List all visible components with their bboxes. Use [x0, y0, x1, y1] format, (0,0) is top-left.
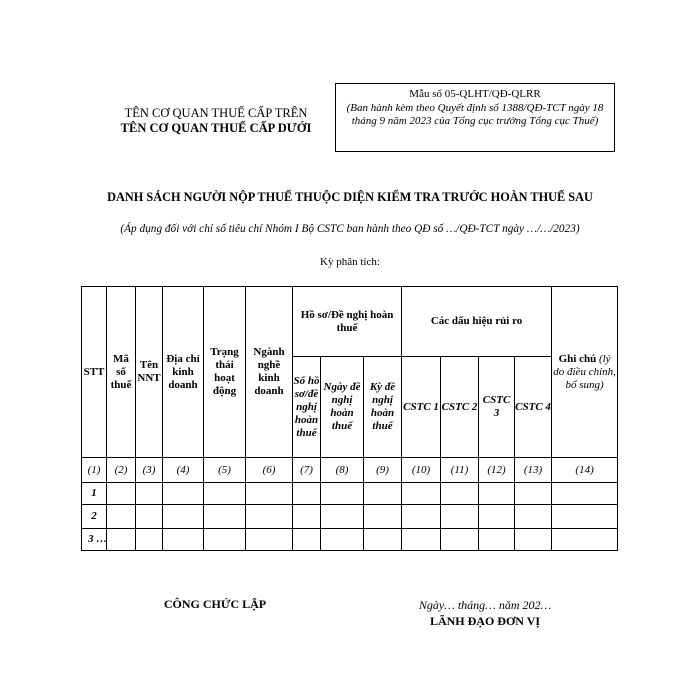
- signing-date-line: Ngày… tháng… năm 202…: [418, 598, 552, 612]
- table-cell: [321, 529, 364, 551]
- approval-block: [390, 597, 580, 629]
- header-row-1: [82, 287, 618, 357]
- form-issuance-note: (Ban hành kèm theo Quyết định số 1388/QĐ-TCT ngày 18 tháng 9 năm 2023 của Tổng cục trưởng Tổng cục Thuế): [346, 101, 604, 127]
- table-cell: [246, 483, 293, 505]
- upper-agency-name: TÊN CƠ QUAN THUẾ CẤP TRÊN: [124, 106, 308, 120]
- column-number: (3): [136, 458, 163, 483]
- header-business-address: Địa chỉ kinh doanh: [163, 287, 204, 458]
- header-cstc-4: CSTC 4: [515, 357, 552, 458]
- column-number: (12): [479, 458, 515, 483]
- table-cell: [293, 529, 321, 551]
- table-cell: [479, 529, 515, 551]
- table-cell: [479, 505, 515, 529]
- table-row: [82, 483, 618, 505]
- unit-leader-label: LÃNH ĐẠO ĐƠN VỊ: [429, 614, 541, 628]
- table-cell: [441, 505, 479, 529]
- table-cell: [136, 483, 163, 505]
- table-cell: [204, 529, 246, 551]
- header-cstc-3: CSTC 3: [479, 357, 515, 458]
- header-dossier-number: Số hồ sơ/đề nghị hoàn thuế: [293, 357, 321, 458]
- column-number: (4): [163, 458, 204, 483]
- table-cell: [136, 529, 163, 551]
- table-cell: [321, 483, 364, 505]
- table-cell: [515, 529, 552, 551]
- header-stt: STT: [82, 287, 107, 458]
- table-cell: [107, 529, 136, 551]
- row-index: 2: [82, 505, 107, 529]
- form-code-box: [335, 83, 615, 152]
- column-number-row: [82, 458, 618, 483]
- header-risk-signs-group: Các dấu hiệu rủi ro: [402, 287, 552, 357]
- table-row: [82, 529, 618, 551]
- form-code: Mẫu số 05-QLHT/QĐ-QLRR: [409, 88, 541, 100]
- table-cell: [402, 529, 441, 551]
- row-index: 3 …: [82, 529, 107, 551]
- table-cell: [107, 505, 136, 529]
- column-number: (9): [364, 458, 402, 483]
- table-cell: [293, 505, 321, 529]
- table-cell: [364, 529, 402, 551]
- table-cell: [479, 483, 515, 505]
- column-number: (10): [402, 458, 441, 483]
- table-cell: [246, 529, 293, 551]
- table-cell: [204, 483, 246, 505]
- column-number: (11): [441, 458, 479, 483]
- table-cell: [107, 483, 136, 505]
- header-dossier-period: Kỳ đề nghị hoàn thuế: [364, 357, 402, 458]
- document-title: DANH SÁCH NGƯỜI NỘP THUẾ THUỘC DIỆN KIỂM TRA TRƯỚC HOÀN THUẾ SAU: [107, 190, 593, 204]
- table-cell: [552, 505, 618, 529]
- agency-block: [100, 106, 332, 136]
- header-note-title: Ghi chú: [558, 352, 597, 365]
- table-cell: [163, 505, 204, 529]
- table-cell: [515, 505, 552, 529]
- table-cell: [552, 483, 618, 505]
- column-number: (8): [321, 458, 364, 483]
- header-dossier-date: Ngày đề nghị hoàn thuế: [321, 357, 364, 458]
- header-refund-dossier-group: Hồ sơ/Đề nghị hoàn thuế: [293, 287, 402, 357]
- lower-agency-name: TÊN CƠ QUAN THUẾ CẤP DƯỚI: [120, 121, 312, 135]
- column-number: (13): [515, 458, 552, 483]
- table-cell: [246, 505, 293, 529]
- column-number: (2): [107, 458, 136, 483]
- table-cell: [163, 483, 204, 505]
- table-cell: [552, 529, 618, 551]
- table-cell: [441, 483, 479, 505]
- table-cell: [402, 505, 441, 529]
- table-row: [82, 505, 618, 529]
- header-taxpayer-name: Tên NNT: [136, 287, 163, 458]
- header-operating-status: Trạng thái hoạt động: [204, 287, 246, 458]
- table-cell: [163, 529, 204, 551]
- table-cell: [204, 505, 246, 529]
- header-cstc-1: CSTC 1: [402, 357, 441, 458]
- taxpayer-list-table: [81, 286, 618, 551]
- header-note: [552, 287, 618, 458]
- header-tax-code: Mã số thuế: [107, 287, 136, 458]
- table-cell: [136, 505, 163, 529]
- analysis-period-label: Kỳ phân tích:: [320, 256, 380, 268]
- table-cell: [441, 529, 479, 551]
- column-number: (6): [246, 458, 293, 483]
- table-cell: [364, 483, 402, 505]
- header-business-industry: Ngành nghề kinh doanh: [246, 287, 293, 458]
- document-subtitle: (Áp dụng đối với chỉ số tiêu chí Nhóm I Bộ CSTC ban hành theo QĐ số …/QĐ-TCT ngày …/…/2023): [120, 223, 580, 235]
- prepared-by-label: CÔNG CHỨC LẬP: [163, 597, 267, 611]
- table-cell: [364, 505, 402, 529]
- header-note-detail: (lý do điều chỉnh, bổ sung): [553, 352, 616, 391]
- table-cell: [402, 483, 441, 505]
- column-number: (1): [82, 458, 107, 483]
- header-cstc-2: CSTC 2: [441, 357, 479, 458]
- table-cell: [293, 483, 321, 505]
- column-number: (14): [552, 458, 618, 483]
- row-index: 1: [82, 483, 107, 505]
- table-cell: [515, 483, 552, 505]
- column-number: (7): [293, 458, 321, 483]
- table-cell: [321, 505, 364, 529]
- column-number: (5): [204, 458, 246, 483]
